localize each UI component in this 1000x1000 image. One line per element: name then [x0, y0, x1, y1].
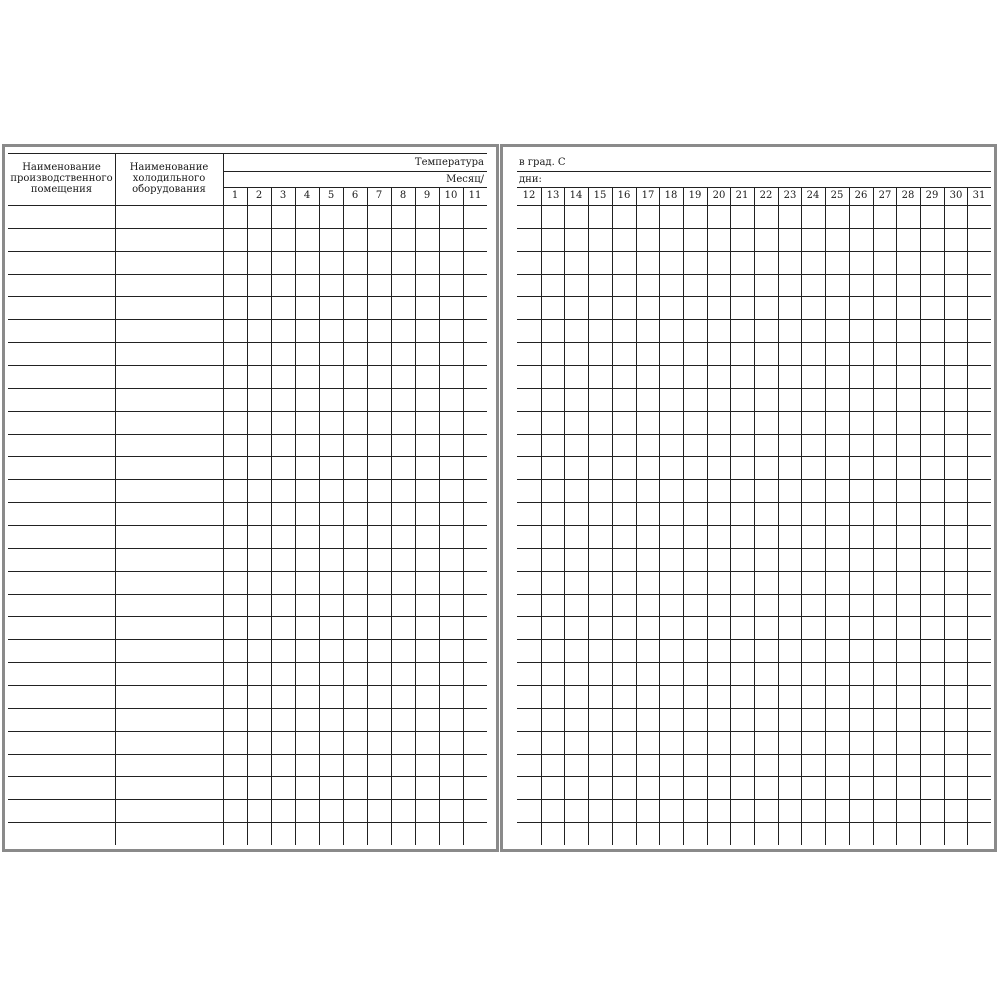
table-row-rule [8, 228, 487, 229]
table-row-rule [8, 342, 487, 343]
table-row-rule [517, 616, 991, 617]
day-column-rule [319, 187, 320, 845]
day-number-15: 15 [593, 190, 607, 201]
day-number-24: 24 [806, 190, 820, 201]
days-label: дни: [519, 174, 542, 185]
day-column-rule [588, 187, 589, 845]
day-column-rule [778, 187, 779, 845]
table-row-rule [517, 776, 991, 777]
day-number-21: 21 [735, 190, 749, 201]
day-number-14: 14 [569, 190, 583, 201]
day-number-29: 29 [925, 190, 939, 201]
day-column-rule [896, 187, 897, 845]
day-number-19: 19 [688, 190, 702, 201]
temperature-label: Температура [414, 157, 484, 168]
table-row-rule [517, 274, 991, 275]
table-row-rule [8, 662, 487, 663]
table-row-rule [517, 594, 991, 595]
day-column-rule [659, 187, 660, 845]
table-row-rule [8, 365, 487, 366]
table-row-rule [8, 799, 487, 800]
table-row-rule [517, 708, 991, 709]
day-column-rule [873, 187, 874, 845]
table-row-rule [8, 274, 487, 275]
table-row-rule [8, 296, 487, 297]
table-row-rule [517, 456, 991, 457]
table-row-rule [517, 228, 991, 229]
table-row-rule [517, 319, 991, 320]
units-label: в град. С [519, 157, 566, 168]
day-number-17: 17 [641, 190, 655, 201]
day-column-rule [730, 187, 731, 845]
table-row-rule [8, 479, 487, 480]
day-number-7: 7 [375, 190, 383, 201]
temperature-rule [223, 171, 487, 172]
day-column-rule [920, 187, 921, 845]
table-row-rule [517, 525, 991, 526]
day-number-23: 23 [783, 190, 797, 201]
day-number-5: 5 [327, 190, 335, 201]
table-row-rule [517, 434, 991, 435]
table-row-rule [517, 479, 991, 480]
table-row-rule [8, 571, 487, 572]
day-number-20: 20 [712, 190, 726, 201]
table-row-rule [517, 411, 991, 412]
table-row-rule [517, 502, 991, 503]
table-row-rule [8, 754, 487, 755]
day-number-8: 8 [399, 190, 407, 201]
day-column-rule [367, 187, 368, 845]
table-row-rule [8, 319, 487, 320]
day-column-rule [541, 187, 542, 845]
day-number-13: 13 [546, 190, 560, 201]
day-column-rule [247, 187, 248, 845]
table-row-rule [517, 342, 991, 343]
day-number-27: 27 [878, 190, 892, 201]
day-number-1: 1 [231, 190, 239, 201]
table-row-rule [517, 685, 991, 686]
units-rule [517, 171, 991, 172]
table-row-rule [517, 388, 991, 389]
room-name-header: Наименование производственного помещения [10, 162, 113, 195]
day-number-11: 11 [468, 190, 482, 201]
month-label: Месяц/ [446, 174, 484, 185]
day-number-22: 22 [759, 190, 773, 201]
table-row-rule [517, 799, 991, 800]
table-row-rule [8, 616, 487, 617]
day-column-rule [463, 187, 464, 845]
table-row-rule [8, 502, 487, 503]
day-number-25: 25 [830, 190, 844, 201]
table-row-rule [8, 708, 487, 709]
table-row-rule [517, 731, 991, 732]
table-row-rule [8, 548, 487, 549]
table-row-rule [8, 776, 487, 777]
day-number-18: 18 [664, 190, 678, 201]
day-column-rule [295, 187, 296, 845]
day-column-rule [944, 187, 945, 845]
table-row-rule [517, 548, 991, 549]
table-row-rule [517, 365, 991, 366]
day-column-rule [439, 187, 440, 845]
day-column-rule [564, 187, 565, 845]
day-column-rule [271, 187, 272, 845]
table-row-rule [8, 251, 487, 252]
table-row-rule [8, 525, 487, 526]
table-row-rule [8, 456, 487, 457]
day-column-rule [967, 187, 968, 845]
day-column-rule [343, 187, 344, 845]
table-top-rule [8, 153, 487, 154]
day-number-26: 26 [854, 190, 868, 201]
table-row-rule [8, 411, 487, 412]
table-row-rule [8, 731, 487, 732]
day-number-10: 10 [444, 190, 458, 201]
equipment-name-header: Наименование холодильного оборудования [129, 162, 209, 195]
day-number-4: 4 [303, 190, 311, 201]
day-column-rule [636, 187, 637, 845]
table-row-rule [8, 822, 487, 823]
day-number-28: 28 [901, 190, 915, 201]
day-column-rule [754, 187, 755, 845]
day-column-rule [683, 187, 684, 845]
table-row-rule [517, 754, 991, 755]
table-row-rule [517, 296, 991, 297]
table-row-rule [8, 594, 487, 595]
column-divider [223, 153, 224, 845]
table-row-rule [8, 434, 487, 435]
month-rule [223, 187, 487, 188]
day-column-rule [825, 187, 826, 845]
day-column-rule [801, 187, 802, 845]
day-column-rule [415, 187, 416, 845]
day-column-rule [707, 187, 708, 845]
table-row-rule [517, 639, 991, 640]
day-number-6: 6 [351, 190, 359, 201]
table-row-rule [517, 822, 991, 823]
table-row-rule [8, 639, 487, 640]
day-column-rule [612, 187, 613, 845]
day-number-31: 31 [972, 190, 986, 201]
table-row-rule [8, 388, 487, 389]
day-column-rule [849, 187, 850, 845]
day-number-2: 2 [255, 190, 263, 201]
day-number-3: 3 [279, 190, 287, 201]
day-column-rule [391, 187, 392, 845]
day-number-16: 16 [617, 190, 631, 201]
table-row-rule [517, 571, 991, 572]
day-number-12: 12 [522, 190, 536, 201]
day-number-30: 30 [949, 190, 963, 201]
column-divider [115, 153, 116, 845]
day-number-9: 9 [423, 190, 431, 201]
table-row-rule [8, 685, 487, 686]
table-row-rule [517, 251, 991, 252]
table-row-rule [517, 662, 991, 663]
